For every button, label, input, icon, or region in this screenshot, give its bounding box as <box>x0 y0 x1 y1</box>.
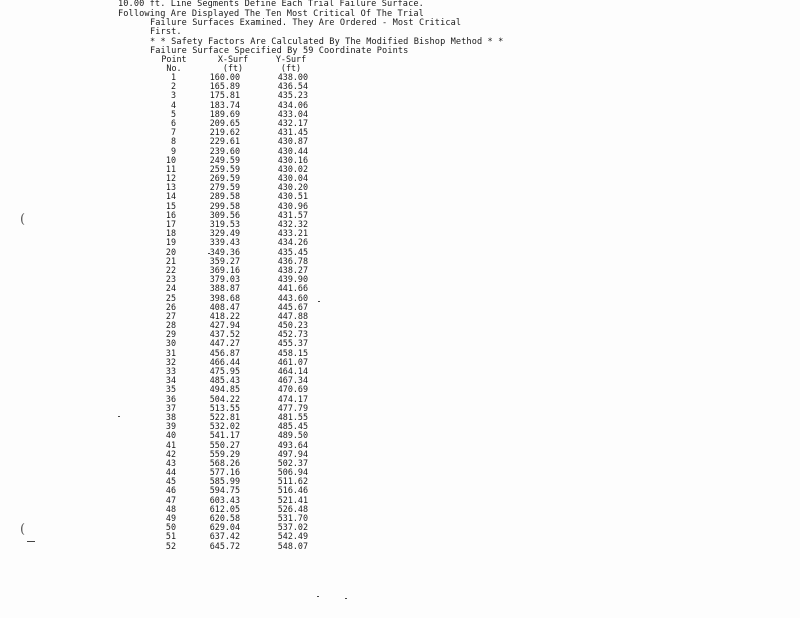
x-surf-cell: 447.27 <box>209 338 240 349</box>
point-number-cell: 16 <box>165 209 176 220</box>
y-surf-cell: 430.16 <box>277 154 308 165</box>
point-number-cell: 31 <box>165 347 176 358</box>
point-number-cell: 26 <box>165 301 176 312</box>
column-header-x-surf: X-Surf <box>217 54 249 64</box>
x-surf-cell: 299.58 <box>209 200 240 211</box>
point-number-cell: 45 <box>165 476 176 487</box>
y-surf-cell: 497.94 <box>277 448 308 459</box>
point-number-cell: 2 <box>170 81 176 92</box>
x-surf-cell: 349.36 <box>209 246 240 257</box>
point-number-cell: 8 <box>170 136 176 147</box>
point-number-cell: 49 <box>165 513 176 523</box>
point-number-cell: 6 <box>170 117 176 128</box>
scan-speck <box>208 253 210 254</box>
x-surf-cell: 577.16 <box>209 467 240 478</box>
y-surf-cell: 436.54 <box>277 81 308 92</box>
x-surf-cell: 408.47 <box>209 301 240 312</box>
y-surf-cell: 474.17 <box>277 393 308 404</box>
y-surf-cell: 489.50 <box>277 430 308 441</box>
y-surf-cell: 521.41 <box>277 494 308 505</box>
y-surf-cell: 526.48 <box>277 503 308 514</box>
x-surf-cell: 594.75 <box>209 485 240 496</box>
x-surf-cell: 603.43 <box>209 494 240 505</box>
point-number-cell: 28 <box>165 320 176 331</box>
x-surf-cell: 532.02 <box>209 421 240 432</box>
x-surf-cell: 379.03 <box>209 274 240 285</box>
x-surf-cell: 585.99 <box>209 476 240 487</box>
x-surf-cell: 359.27 <box>209 255 240 266</box>
y-surf-cell: 445.67 <box>277 301 308 312</box>
y-surf-cell: 430.02 <box>277 163 308 174</box>
point-number-cell: 14 <box>165 191 176 202</box>
x-surf-cell: 568.26 <box>209 457 240 468</box>
x-surf-cell: 259.59 <box>209 163 240 174</box>
y-surf-cell: 452.73 <box>277 329 308 340</box>
point-number-cell: 33 <box>165 366 176 376</box>
header-failure-surfaces: Failure Surfaces Examined. They Are Ordered - Most Critical <box>150 18 462 28</box>
x-surf-cell: 541.17 <box>209 430 240 441</box>
punch-hole-mark-upper: ( <box>20 212 26 227</box>
y-surf-cell: 450.23 <box>277 320 308 331</box>
point-number-cell: 52 <box>165 540 176 551</box>
point-number-cell: 38 <box>165 411 176 422</box>
point-number-cell: 39 <box>165 421 176 432</box>
y-surf-cell: 434.06 <box>277 99 308 110</box>
y-surf-cell: 430.20 <box>277 182 308 193</box>
x-surf-cell: 494.85 <box>209 384 240 395</box>
x-surf-cell: 289.58 <box>209 191 240 202</box>
y-surf-cell: 481.55 <box>277 411 308 422</box>
table-row <box>150 542 320 551</box>
point-number-cell: 34 <box>165 375 176 386</box>
y-surf-cell: 455.37 <box>277 338 308 349</box>
column-header-y-surf: Y-Surf <box>275 54 307 64</box>
x-surf-cell: 437.52 <box>209 329 240 340</box>
y-surf-cell: 467.34 <box>277 375 308 386</box>
x-surf-cell: 485.43 <box>209 375 240 386</box>
point-number-cell: 18 <box>165 228 176 239</box>
y-surf-cell: 447.88 <box>277 310 308 321</box>
y-surf-cell: 461.07 <box>277 356 308 367</box>
scan-speck <box>345 598 347 599</box>
x-surf-cell: 418.22 <box>209 310 240 321</box>
y-surf-cell: 431.57 <box>277 209 308 220</box>
point-number-cell: 51 <box>165 531 176 542</box>
y-surf-cell: 493.64 <box>277 439 308 450</box>
x-surf-cell: 279.59 <box>209 182 240 193</box>
point-number-cell: 43 <box>165 457 176 468</box>
y-surf-cell: 470.69 <box>277 384 308 395</box>
point-number-cell: 35 <box>165 384 176 395</box>
point-number-cell: 22 <box>165 264 176 275</box>
point-number-cell: 13 <box>165 182 176 193</box>
x-surf-cell: 339.43 <box>209 237 240 248</box>
point-number-cell: 12 <box>165 173 176 184</box>
point-number-cell: 25 <box>165 292 176 303</box>
x-surf-cell: 466.44 <box>209 356 240 367</box>
point-number-cell: 1 <box>170 72 176 82</box>
point-number-cell: 11 <box>165 163 176 174</box>
point-number-cell: 46 <box>165 485 176 496</box>
scan-speck <box>317 596 319 597</box>
y-surf-cell: 464.14 <box>277 366 308 376</box>
x-surf-cell: 427.94 <box>209 320 240 331</box>
point-number-cell: 47 <box>165 494 176 505</box>
y-surf-cell: 433.21 <box>277 228 308 239</box>
point-number-cell: 9 <box>170 145 176 156</box>
column-header-x-unit: (ft) <box>222 63 244 73</box>
point-number-cell: 42 <box>165 448 176 459</box>
point-number-cell: 7 <box>170 127 176 138</box>
y-surf-cell: 502.37 <box>277 457 308 468</box>
x-surf-cell: 239.60 <box>209 145 240 156</box>
punch-hole-mark-lower: ( <box>20 522 26 537</box>
x-surf-cell: 456.87 <box>209 347 240 358</box>
x-surf-cell: 513.55 <box>209 402 240 413</box>
y-surf-cell: 511.62 <box>277 476 308 487</box>
y-surf-cell: 485.45 <box>277 421 308 432</box>
point-number-cell: 44 <box>165 467 176 478</box>
x-surf-cell: 209.65 <box>209 117 240 128</box>
x-surf-cell: 645.72 <box>209 540 240 551</box>
coordinate-table <box>150 73 320 551</box>
y-surf-cell: 458.15 <box>277 347 308 358</box>
x-surf-cell: 189.69 <box>209 108 240 119</box>
x-surf-cell: 620.58 <box>209 513 240 523</box>
point-number-cell: 23 <box>165 274 176 285</box>
scan-speck <box>27 541 35 542</box>
y-surf-cell: 443.60 <box>277 292 308 303</box>
header-following-displayed: Following Are Displayed The Ten Most Critical Of The Trial <box>118 9 424 19</box>
y-surf-cell: 430.44 <box>277 145 308 156</box>
y-surf-cell: 432.17 <box>277 117 308 128</box>
point-number-cell: 48 <box>165 503 176 514</box>
y-surf-cell: 516.46 <box>277 485 308 496</box>
y-surf-cell: 441.66 <box>277 283 308 294</box>
x-surf-cell: 249.59 <box>209 154 240 165</box>
x-surf-cell: 175.81 <box>209 90 240 101</box>
x-surf-cell: 629.04 <box>209 522 240 533</box>
point-number-cell: 21 <box>165 255 176 266</box>
point-number-cell: 20 <box>165 246 176 257</box>
x-surf-cell: 319.53 <box>209 219 240 229</box>
scan-speck <box>118 416 120 417</box>
x-surf-cell: 504.22 <box>209 393 240 404</box>
point-number-cell: 15 <box>165 200 176 211</box>
x-surf-cell: 165.89 <box>209 81 240 92</box>
y-surf-cell: 548.07 <box>277 540 308 551</box>
x-surf-cell: 309.56 <box>209 209 240 220</box>
column-header-y-unit: (ft) <box>280 63 302 73</box>
x-surf-cell: 229.61 <box>209 136 240 147</box>
y-surf-cell: 430.04 <box>277 173 308 184</box>
header-first: First. <box>150 27 182 37</box>
x-surf-cell: 475.95 <box>209 366 240 376</box>
y-surf-cell: 432.32 <box>277 219 308 229</box>
header-line-segments: 10.00 ft. Line Segments Define Each Trial Failure Surface. <box>118 0 424 9</box>
scan-speck <box>318 301 320 302</box>
x-surf-cell: 329.49 <box>209 228 240 239</box>
point-number-cell: 41 <box>165 439 176 450</box>
point-number-cell: 32 <box>165 356 176 367</box>
x-surf-cell: 612.05 <box>209 503 240 514</box>
point-number-cell: 30 <box>165 338 176 349</box>
y-surf-cell: 430.87 <box>277 136 308 147</box>
point-number-cell: 40 <box>165 430 176 441</box>
header-coordinate-points: Failure Surface Specified By 59 Coordinate Points <box>150 46 409 56</box>
point-number-cell: 27 <box>165 310 176 321</box>
y-surf-cell: 439.90 <box>277 274 308 285</box>
x-surf-cell: 559.29 <box>209 448 240 459</box>
x-surf-cell: 550.27 <box>209 439 240 450</box>
point-number-cell: 50 <box>165 522 176 533</box>
y-surf-cell: 430.96 <box>277 200 308 211</box>
y-surf-cell: 542.49 <box>277 531 308 542</box>
point-number-cell: 4 <box>170 99 176 110</box>
point-number-cell: 37 <box>165 402 176 413</box>
header-safety-factors: * * Safety Factors Are Calculated By The Modified Bishop Method * * <box>150 37 504 47</box>
point-number-cell: 36 <box>165 393 176 404</box>
x-surf-cell: 183.74 <box>209 99 240 110</box>
y-surf-cell: 430.51 <box>277 191 308 202</box>
y-surf-cell: 435.45 <box>277 246 308 257</box>
y-surf-cell: 431.45 <box>277 127 308 138</box>
y-surf-cell: 436.78 <box>277 255 308 266</box>
y-surf-cell: 434.26 <box>277 237 308 248</box>
x-surf-cell: 369.16 <box>209 264 240 275</box>
y-surf-cell: 435.23 <box>277 90 308 101</box>
x-surf-cell: 269.59 <box>209 173 240 184</box>
point-number-cell: 3 <box>170 90 176 101</box>
x-surf-cell: 160.00 <box>209 72 240 82</box>
y-surf-cell: 477.79 <box>277 402 308 413</box>
y-surf-cell: 438.00 <box>277 72 308 82</box>
y-surf-cell: 537.02 <box>277 522 308 533</box>
y-surf-cell: 433.04 <box>277 108 308 119</box>
x-surf-cell: 398.68 <box>209 292 240 303</box>
point-number-cell: 17 <box>165 219 176 229</box>
x-surf-cell: 388.87 <box>209 283 240 294</box>
y-surf-cell: 506.94 <box>277 467 308 478</box>
x-surf-cell: 219.62 <box>209 127 240 138</box>
point-number-cell: 29 <box>165 329 176 340</box>
point-number-cell: 10 <box>165 154 176 165</box>
x-surf-cell: 522.81 <box>209 411 240 422</box>
point-number-cell: 24 <box>165 283 176 294</box>
point-number-cell: 5 <box>170 108 176 119</box>
point-number-cell: 19 <box>165 237 176 248</box>
x-surf-cell: 637.42 <box>209 531 240 542</box>
y-surf-cell: 438.27 <box>277 264 308 275</box>
column-header-no: No. <box>166 63 182 73</box>
column-header-point: Point <box>161 54 187 64</box>
y-surf-cell: 531.70 <box>277 513 308 523</box>
